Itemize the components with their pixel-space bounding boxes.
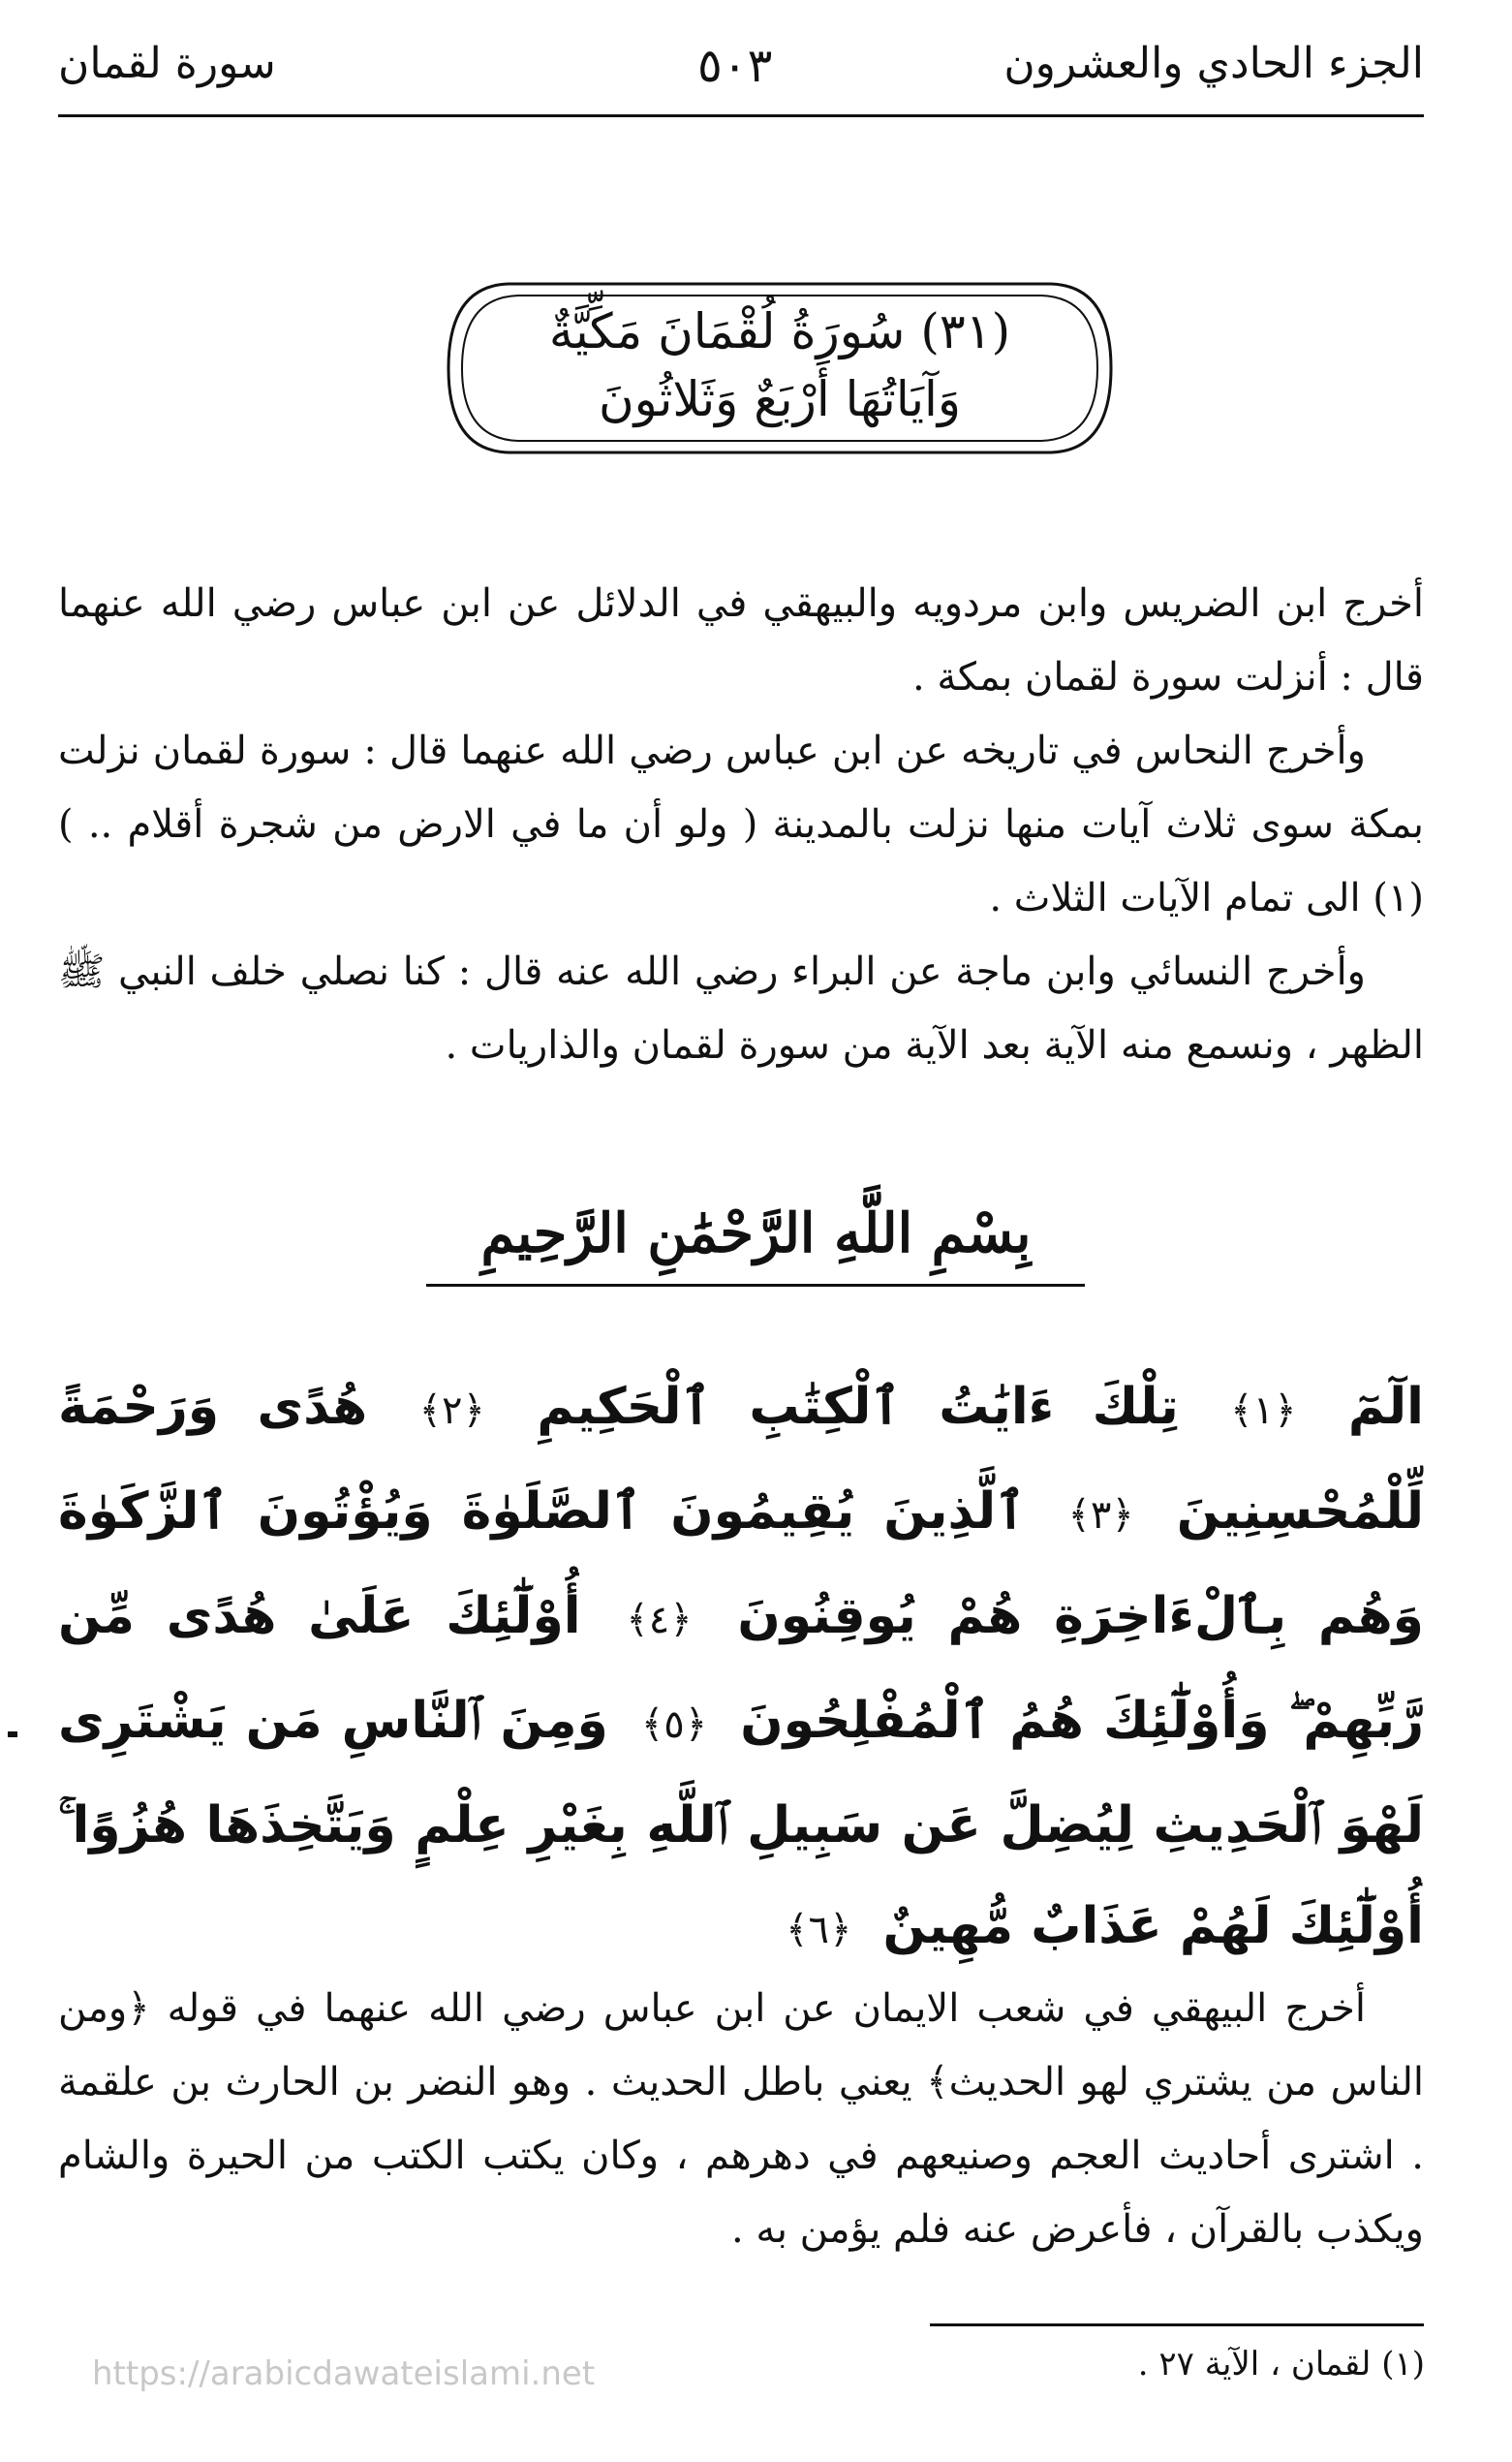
commentary-paragraph: أخرج البيهقي في شعب الايمان عن ابن عباس رضي الله عنهما في قوله ﴿ومن الناس من يشتري لهو الحديث﴾ يعني باطل الحديث . وهو النضر بن الحارث بن علقمة . اشترى أحاديث العجم وصنيعهم في دهرهم ، وكان يكتب الكتب من الحيرة والشام ويكذب بالقرآن ، فأعرض عنه فلم يؤمن به .	[58, 1986, 1424, 2252]
header-rule	[58, 114, 1424, 117]
ayah-5: أُوْلَٰٓئِكَ عَلَىٰ هُدًى مِّن رَّبِّهِمْ ۖ وَأُوْلَٰٓئِكَ هُمُ ٱلْمُفْلِحُونَ	[58, 1587, 1424, 1750]
ayah-number-5: ﴿٥﴾	[640, 1702, 708, 1747]
intro-paragraph-3: وأخرج النسائي وابن ماجة عن البراء رضي الله عنه قال : كنا نصلي خلف النبي ﷺ الظهر ، ونسمع منه الآية بعد الآية من سورة لقمان والذاريات .	[58, 950, 1424, 1068]
basmala: بِسْمِ اللَّهِ الرَّحْمَٰنِ الرَّحِيمِ	[480, 1201, 1032, 1265]
intro-section	[58, 567, 1424, 1082]
header-surah-name: سورة لقمان	[58, 39, 276, 88]
ayah-4: ٱلَّذِينَ يُقِيمُونَ ٱلصَّلَوٰةَ وَيُؤْتُونَ ٱلزَّكَوٰةَ وَهُم بِٱلْءَاخِرَةِ هُمْ يُوقِنُونَ	[58, 1482, 1425, 1645]
footnote: (١) لقمان ، الآية ٢٧ .	[1137, 2345, 1425, 2384]
quran-verses	[58, 1356, 1424, 1980]
ayah-2: تِلْكَ ءَايَٰتُ ٱلْكِتَٰبِ ٱلْحَكِيمِ	[537, 1378, 1179, 1436]
page-number: ٥٠٣	[697, 39, 773, 93]
surah-title-line2: وَآيَاتُهَا أَرْبَعٌ وَثَلاثُونَ	[598, 371, 962, 427]
ayah-number-3: ﴿٣﴾	[1067, 1493, 1134, 1538]
ayah-number-2: ﴿٢﴾	[418, 1388, 485, 1433]
ayah-6: وَمِنَ ٱلنَّاسِ مَن يَشْتَرِى لَهْوَ ٱلْحَدِيثِ لِيُضِلَّ عَن سَبِيلِ ٱللَّهِ بِغَيْرِ عِلْمٍ وَيَتَّخِذَهَا هُزُوًا ۚ أُوْلَٰٓئِكَ لَهُمْ عَذَابٌ مُّهِينٌ	[58, 1692, 1424, 1955]
surah-title	[441, 297, 1119, 433]
footnote-rule	[930, 2323, 1424, 2326]
header-part-title: الجزء الحادي والعشرون	[1003, 39, 1424, 88]
running-header	[58, 39, 1424, 107]
ayah-number-4: ﴿٤﴾	[626, 1598, 693, 1642]
watermark-url: https://arabicdawateislami.net	[92, 2354, 596, 2393]
surah-title-line1: (٣١) سُورَةُ لُقْمَانَ مَكِّيَّةٌ	[548, 303, 1011, 359]
basmala-underline	[426, 1284, 1085, 1287]
ayah-number-1: ﴿١﴾	[1230, 1388, 1297, 1433]
ayah-1: الٓمٓ	[1347, 1378, 1424, 1436]
intro-paragraph-1: أخرج ابن الضريس وابن مردويه والبيهقي في الدلائل عن ابن عباس رضي الله عنهما قال : أنزلت سورة لقمان بمكة .	[58, 581, 1424, 700]
ayah-number-6: ﴿٦﴾	[786, 1908, 852, 1952]
margin-mark	[8, 1731, 17, 1737]
intro-paragraph-2: وأخرج النحاس في تاريخه عن ابن عباس رضي الله عنهما قال : سورة لقمان نزلت بمكة سوى ثلاث آيات منها نزلت بالمدينة ( ولو أن ما في الارض من شجرة أقلام .. ) (١) الى تمام الآيات الثلاث .	[58, 729, 1424, 920]
commentary-section	[58, 1972, 1424, 2266]
surah-title-cartouche	[441, 276, 1119, 460]
ayah-3: هُدًى وَرَحْمَةً لِّلْمُحْسِنِينَ	[58, 1378, 1425, 1541]
